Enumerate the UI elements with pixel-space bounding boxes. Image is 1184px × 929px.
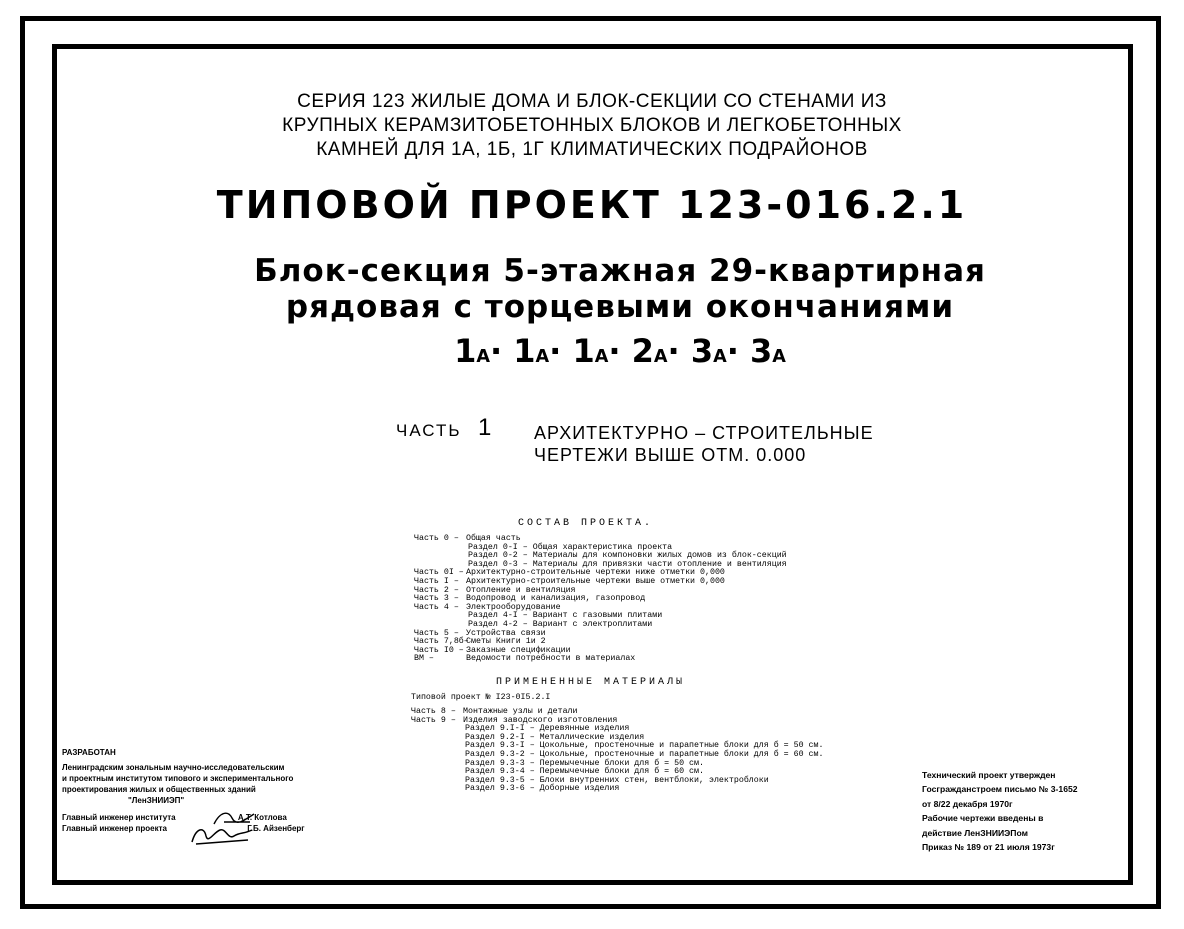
list-item-text: Изделия заводского изготовления [463, 715, 618, 725]
project-title: ТИПОВОЙ ПРОЕКТ 123-016.2.1 [216, 183, 968, 227]
formula-item: 3А [750, 332, 786, 370]
list-item-text: Архитектурно-строительные чертежи выше отметки 0,000 [466, 576, 725, 586]
list-item [411, 724, 630, 734]
approval-line: Приказ № 189 от 21 июля 1973г [922, 842, 1055, 853]
approval-line: действие ЛенЗНИИЭПом [922, 827, 1028, 838]
developer-block [62, 747, 305, 834]
materials-rows [411, 707, 824, 794]
building-name-line1: Блок-секция 5-этажная 29-квартирная [254, 253, 986, 289]
building-name [0, 253, 1184, 325]
formula-item: 3А [690, 332, 727, 370]
list-item-text: Устройства связи [466, 628, 546, 638]
building-name-line2: рядовая с торцевыми окончаниями [285, 289, 955, 325]
list-item-text: Раздел 9.3-I – Цокольные, простеночные и парапетные блоки для б = 50 см. [465, 741, 824, 751]
list-item [411, 707, 578, 716]
list-item-code: Часть 8 – [411, 707, 456, 716]
list-item-text: Раздел 0-3 – Материалы для привязки части отопление и вентиляция [468, 559, 787, 569]
formula-separator: · [726, 332, 739, 370]
formula-item: 1А [454, 332, 490, 370]
list-item-text: Сметы Книги 1и 2 [466, 637, 546, 647]
formula-separator: · [549, 332, 562, 370]
list-item-code: Часть 0 – [414, 534, 459, 543]
list-item-text: Раздел 9.3-3 – Перемычечные блоки для б = 50 см. [465, 758, 704, 768]
list-item-text: Монтажные узлы и детали [463, 707, 578, 716]
list-item-text: Отопление и вентиляция [466, 585, 576, 595]
list-item-text: Раздел 4-I – Вариант с газовыми плитами [468, 611, 663, 621]
list-item-text: Раздел 4-2 – Вариант с электроплитами [468, 619, 653, 629]
list-item-code: Часть I0 – [414, 645, 464, 655]
formula-item: 1А [572, 332, 609, 370]
developer-line: проектирования жилых и общественных зданий [62, 785, 256, 794]
list-item-text: Раздел 0-2 – Материалы для компоновки жилых домов из блок-секций [468, 551, 787, 561]
part-title [534, 422, 874, 466]
series-line: КАМНЕЙ ДЛЯ 1А, 1Б, 1Г КЛИМАТИЧЕСКИХ ПОДРАЙОНОВ [316, 139, 868, 160]
list-item-code: Часть 5 – [414, 628, 459, 638]
developer-heading: РАЗРАБОТАН [62, 748, 116, 757]
chief-engineer-label: Главный инженер института [62, 813, 176, 822]
developer-org: "ЛенЗНИИЭП" [128, 796, 185, 805]
formula-item: 1А [513, 332, 550, 370]
list-item-text: Раздел 9.I-I – Деревянные изделия [465, 724, 630, 734]
approval-line: Госгражданстроем письмо № 3-1652 [922, 784, 1078, 795]
list-item-code: ВМ – [414, 654, 434, 664]
list-item-text: Раздел 9.2-I – Металлические изделия [465, 732, 645, 742]
materials-title: ПРИМЕНЕННЫЕ МАТЕРИАЛЫ [496, 677, 686, 688]
materials-list [411, 693, 824, 794]
list-item [411, 749, 824, 759]
list-item-code: Часть 9 – [411, 715, 456, 725]
list-item-code: Часть 4 – [414, 602, 459, 612]
list-item-text: Раздел 9.3-4 – Перемычечные блоки для б = 60 см. [465, 767, 704, 777]
developer-line: Ленинградским зональным научно-исследовательским [62, 763, 285, 772]
approval-line: Технический проект утвержден [922, 770, 1056, 780]
developer-line: и проектным институтом типового и экспериментального [62, 774, 294, 783]
part-title-line1: АРХИТЕКТУРНО – СТРОИТЕЛЬНЫЕ [534, 423, 874, 443]
list-item-text: Раздел 0-I – Общая характеристика проекта [468, 542, 673, 552]
list-item-code: Часть 2 – [414, 585, 459, 595]
formula-item: 2А [631, 332, 668, 370]
list-item-code: Часть 0I – [414, 568, 464, 578]
list-item-text: Раздел 9.3-6 – Доборные изделия [465, 784, 620, 794]
formula-separator: · [667, 332, 680, 370]
chief-engineer-name: А.Т. Котлова [237, 813, 287, 822]
series-line: КРУПНЫХ КЕРАМЗИТОБЕТОННЫХ БЛОКОВ И ЛЕГКОБЕТОННЫХ [282, 115, 902, 136]
list-item-text: Общая часть [466, 534, 521, 543]
list-item-text: Ведомости потребности в материалах [466, 654, 636, 664]
list-item-text: Раздел 9.3-2 – Цокольные, простеночные и парапетные блоки для б = 60 см. [465, 749, 824, 759]
list-item-code: Часть 3 – [414, 594, 459, 604]
list-item-text: Заказные спецификации [466, 645, 571, 655]
chief-engineer-row [62, 812, 305, 823]
list-item-text: Раздел 9.3-5 – Блоки внутренних стен, вентблоки, электроблоки [465, 775, 769, 785]
formula-separator: · [608, 332, 621, 370]
chief-project-row [62, 823, 305, 834]
section-formula [0, 332, 1184, 370]
approval-block [922, 768, 1078, 854]
signature-aizenberg [186, 822, 258, 850]
materials-project-ref: Типовой проект № I23-0I5.2.I [411, 693, 551, 702]
part-title-line2: ЧЕРТЕЖИ ВЫШЕ ОТМ. 0.000 [534, 445, 807, 465]
list-item [411, 715, 618, 725]
list-item-code: Часть I – [414, 576, 459, 586]
series-line: СЕРИЯ 123 ЖИЛЫЕ ДОМА И БЛОК-СЕКЦИИ СО СТЕНАМИ ИЗ [297, 91, 887, 112]
list-item-text: Архитектурно-строительные чертежи ниже отметки 0,000 [466, 568, 725, 578]
part-number: 1 [478, 414, 492, 441]
formula-separator: · [489, 332, 503, 370]
part-label: ЧАСТЬ [396, 421, 462, 440]
composition-title: СОСТАВ ПРОЕКТА. [518, 518, 654, 529]
list-item-code: Часть 7,8б– [414, 637, 469, 647]
series-heading [0, 90, 1184, 162]
list-item [411, 784, 620, 794]
list-item [411, 758, 704, 768]
list-item [411, 767, 704, 777]
list-item [411, 741, 824, 751]
approval-line: Рабочие чертежи введены в [922, 813, 1044, 824]
chief-project-label: Главный инженер проекта [62, 824, 167, 833]
approval-line: от 8/22 декабря 1970г [922, 798, 1013, 809]
chief-project-name: Г.Б. Айзенберг [247, 824, 305, 833]
list-item-text: Электрооборудование [466, 602, 561, 612]
list-item-text: Водопровод и канализация, газопровод [466, 594, 646, 604]
